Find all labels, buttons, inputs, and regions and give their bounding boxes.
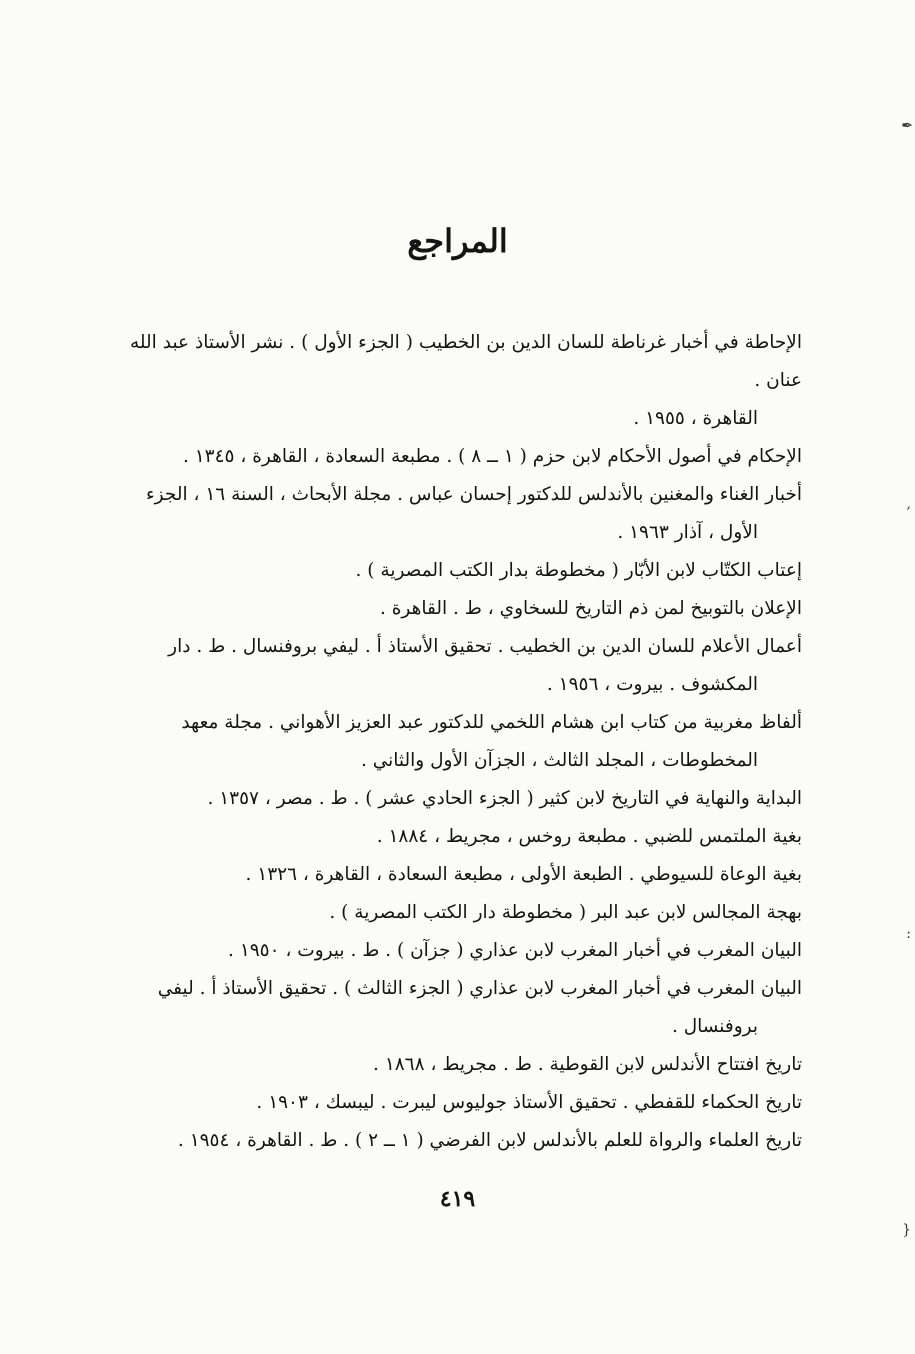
margin-mark-icon: { (902, 1222, 911, 1238)
reference-text: البيان المغرب في أخبار المغرب لابن عذاري ( جزآن ) . ط . بيروت ، ١٩٥٠ . (228, 940, 802, 961)
reference-entry (130, 818, 802, 856)
reference-text: ألفاظ مغربية من كتاب ابن هشام اللخمي للدكتور عبد العزيز الأهواني . مجلة معهد (181, 712, 802, 733)
references-list (130, 324, 802, 1160)
reference-entry (130, 780, 802, 818)
reference-text: الإحاطة في أخبار غرناطة للسان الدين بن الخطيب ( الجزء الأول ) . نشر الأستاذ عبد الله عنان . (130, 332, 802, 391)
reference-entry (130, 438, 802, 476)
page-title: المراجع (407, 222, 508, 260)
reference-entry (130, 1122, 802, 1160)
reference-entry (130, 856, 802, 894)
reference-entry (130, 590, 802, 628)
reference-entry (130, 628, 802, 704)
reference-continuation: المكشوف . بيروت ، ١٩٥٦ . (546, 674, 758, 695)
reference-entry (130, 970, 802, 1046)
reference-text: البيان المغرب في أخبار المغرب لابن عذاري ( الجزء الثالث ) . تحقيق الأستاذ أ . ليفي (157, 978, 802, 999)
reference-entry (130, 1046, 802, 1084)
reference-entry (130, 1084, 802, 1122)
reference-entry (130, 704, 802, 780)
reference-continuation: بروفنسال . (671, 1016, 758, 1037)
reference-entry (130, 894, 802, 932)
reference-text: بغية الملتمس للضبي . مطبعة روخس ، مجريط ، ١٨٨٤ . (376, 826, 802, 847)
reference-text: الإعلان بالتوبيخ لمن ذم التاريخ للسخاوي ، ط . القاهرة . (379, 598, 802, 619)
reference-continuation: المخطوطات ، المجلد الثالث ، الجزآن الأول والثاني . (360, 750, 758, 771)
reference-text: البداية والنهاية في التاريخ لابن كثير ( الجزء الحادي عشر ) . ط . مصر ، ١٣٥٧ . (207, 788, 802, 809)
reference-entry (130, 324, 802, 438)
reference-text: أعمال الأعلام للسان الدين بن الخطيب . تحقيق الأستاذ أ . ليفي بروفنسال . ط . دار (168, 636, 802, 657)
reference-text: بغية الوعاة للسيوطي . الطبعة الأولى ، مطبعة السعادة ، القاهرة ، ١٣٢٦ . (245, 864, 802, 885)
reference-text: بهجة المجالس لابن عبد البر ( مخطوطة دار الكتب المصرية ) . (329, 902, 802, 923)
reference-entry (130, 932, 802, 970)
margin-mark-icon: : (906, 926, 911, 942)
page-number: ٤١٩ (439, 1186, 476, 1212)
reference-entry (130, 552, 802, 590)
reference-continuation: القاهرة ، ١٩٥٥ . (633, 408, 758, 429)
reference-text: الإحكام في أصول الأحكام لابن حزم ( ١ ــ ٨ ) . مطبعة السعادة ، القاهرة ، ١٣٤٥ . (182, 446, 802, 467)
reference-text: تاريخ العلماء والرواة للعلم بالأندلس لابن الفرضي ( ١ ــ ٢ ) . ط . القاهرة ، ١٩٥٤ . (177, 1130, 802, 1151)
reference-text: إعتاب الكتّاب لابن الأبّار ( مخطوطة بدار الكتب المصرية ) . (355, 560, 802, 581)
reference-text: أخبار الغناء والمغنين بالأندلس للدكتور إحسان عباس . مجلة الأبحاث ، السنة ١٦ ، الجزء (145, 484, 802, 505)
margin-mark-icon: , (906, 496, 911, 512)
margin-mark-icon: ✒ (901, 118, 913, 134)
reference-text: تاريخ افتتاح الأندلس لابن القوطية . ط . مجريط ، ١٨٦٨ . (373, 1054, 802, 1075)
reference-continuation: الأول ، آذار ١٩٦٣ . (617, 522, 758, 543)
reference-entry (130, 476, 802, 552)
reference-text: تاريخ الحكماء للقفطي . تحقيق الأستاذ جوليوس ليبرت . ليبسك ، ١٩٠٣ . (256, 1092, 802, 1113)
